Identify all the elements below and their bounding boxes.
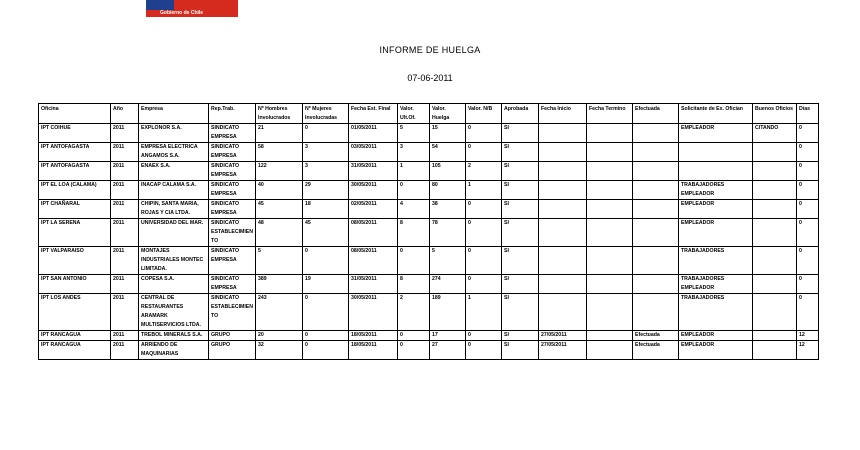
table-cell: 0 — [466, 219, 502, 247]
table-cell: 1 — [466, 181, 502, 200]
table-cell: IPT ANTOFAGASTA — [39, 162, 111, 181]
table-cell: EMPLEADOR — [679, 200, 753, 219]
table-cell — [539, 143, 587, 162]
table-cell — [539, 200, 587, 219]
table-cell: SI — [502, 200, 539, 219]
table-cell — [587, 275, 633, 294]
table-cell: 45 — [256, 200, 303, 219]
table-cell: TRABAJADORES — [679, 294, 753, 331]
table-cell: 78 — [430, 219, 466, 247]
table-cell: 0 — [797, 124, 819, 143]
table-cell: 0 — [303, 331, 349, 341]
table-cell — [753, 181, 797, 200]
table-cell: 0 — [797, 219, 819, 247]
table-cell: SINDICATO EMPRESA — [209, 200, 256, 219]
table-row — [39, 275, 819, 294]
table-cell: 0 — [466, 331, 502, 341]
table-cell: 0 — [398, 331, 430, 341]
table-cell: 2011 — [111, 162, 139, 181]
table-cell: 8 — [398, 219, 430, 247]
table-cell: IPT LA SERENA — [39, 219, 111, 247]
table-cell: MONTAJES INDUSTRIALES MONTEC LIMITADA. — [139, 247, 209, 275]
table-cell: 18 — [303, 200, 349, 219]
table-cell: 5 — [256, 247, 303, 275]
table-cell: SI — [502, 124, 539, 143]
table-cell: 02/05/2011 — [349, 200, 398, 219]
column-header: Año — [111, 104, 139, 124]
table-cell — [633, 143, 679, 162]
table-cell: EMPLEADOR — [679, 341, 753, 360]
table-cell: 0 — [303, 124, 349, 143]
table-cell: SINDICATO EMPRESA — [209, 181, 256, 200]
table-cell — [587, 200, 633, 219]
table-row — [39, 181, 819, 200]
table-cell: 0 — [398, 341, 430, 360]
table-cell: IPT SAN ANTONIO — [39, 275, 111, 294]
table-cell — [539, 181, 587, 200]
table-cell: 2 — [466, 162, 502, 181]
table-cell — [587, 294, 633, 331]
table-cell — [633, 294, 679, 331]
logo-red-block — [174, 0, 238, 10]
table-row — [39, 219, 819, 247]
table-cell: 189 — [430, 294, 466, 331]
table-cell: UNIVERSIDAD DEL MAR. — [139, 219, 209, 247]
table-cell: IPT CHAÑARAL — [39, 200, 111, 219]
column-header: Buenos Oficios — [753, 104, 797, 124]
table-cell: SI — [502, 275, 539, 294]
table-cell: IPT RANCAGUA — [39, 341, 111, 360]
column-header: Valor. Ult.Of. — [398, 104, 430, 124]
logo-caption: Gobierno de Chile — [160, 10, 204, 16]
table-row — [39, 294, 819, 331]
table-cell: 274 — [430, 275, 466, 294]
table-cell: 122 — [256, 162, 303, 181]
table-cell: 2011 — [111, 143, 139, 162]
table-cell — [633, 162, 679, 181]
table-cell: 40 — [256, 181, 303, 200]
table-cell — [753, 219, 797, 247]
table-cell: 8 — [398, 275, 430, 294]
table-cell — [633, 247, 679, 275]
table-cell: 0 — [797, 181, 819, 200]
table-cell: GRUPO — [209, 331, 256, 341]
table-cell: 3 — [398, 143, 430, 162]
table-cell: 19 — [303, 275, 349, 294]
table-cell — [753, 275, 797, 294]
table-cell: 58 — [256, 143, 303, 162]
column-header: Nº Mujeres Involucradas — [303, 104, 349, 124]
strike-report-table — [38, 103, 819, 360]
table-cell: SINDICATO ESTABLECIMIENTO — [209, 294, 256, 331]
table-cell: 3 — [303, 162, 349, 181]
column-header: Rep.Trab. — [209, 104, 256, 124]
logo-blue-block — [146, 0, 174, 10]
table-cell: IPT RANCAGUA — [39, 331, 111, 341]
table-cell — [587, 247, 633, 275]
table-cell: CENTRAL DE RESTAURANTES ARAMARK MULTISERVICIOS LTDA. — [139, 294, 209, 331]
table-cell: 03/05/2011 — [349, 143, 398, 162]
table-cell — [539, 124, 587, 143]
table-cell: 5 — [398, 124, 430, 143]
column-header: Fecha Termino — [587, 104, 633, 124]
table-cell: TREBOL MINERALS S.A. — [139, 331, 209, 341]
table-cell — [753, 341, 797, 360]
table-cell — [587, 219, 633, 247]
table-cell: 31/05/2011 — [349, 275, 398, 294]
gobierno-de-chile-logo — [146, 0, 238, 17]
table-header-row — [39, 104, 819, 124]
table-cell — [633, 275, 679, 294]
table-cell: ARRIENDO DE MAQUINARIAS — [139, 341, 209, 360]
table-cell — [753, 294, 797, 331]
table-cell: 0 — [797, 200, 819, 219]
table-cell — [539, 275, 587, 294]
table-cell — [633, 219, 679, 247]
table-cell: 0 — [466, 124, 502, 143]
column-header: Aprobada — [502, 104, 539, 124]
report-title: INFORME DE HUELGA — [379, 45, 481, 55]
table-cell — [753, 331, 797, 341]
table-cell — [539, 219, 587, 247]
table-cell: SINDICATO EMPRESA — [209, 247, 256, 275]
table-cell: 0 — [797, 275, 819, 294]
table-cell: SINDICATO EMPRESA — [209, 143, 256, 162]
table-cell: 15 — [430, 124, 466, 143]
table-cell: SINDICATO EMPRESA — [209, 275, 256, 294]
table-cell: 29 — [303, 181, 349, 200]
table-cell: 30/05/2011 — [349, 294, 398, 331]
table-cell: ENAEX S.A. — [139, 162, 209, 181]
table-cell: 38 — [430, 200, 466, 219]
table-cell: 0 — [303, 247, 349, 275]
table-cell: 243 — [256, 294, 303, 331]
table-cell: 2011 — [111, 247, 139, 275]
table-row — [39, 200, 819, 219]
table-cell — [539, 247, 587, 275]
table-cell: 1 — [398, 162, 430, 181]
table-cell — [753, 247, 797, 275]
table-cell — [633, 124, 679, 143]
table-cell: 32 — [256, 341, 303, 360]
table-cell: SI — [502, 341, 539, 360]
table-cell: 18/05/2011 — [349, 331, 398, 341]
table-cell: 31/05/2011 — [349, 162, 398, 181]
table-cell: 105 — [430, 162, 466, 181]
table-cell: SI — [502, 331, 539, 341]
table-cell: SI — [502, 143, 539, 162]
table-cell: 45 — [303, 219, 349, 247]
table-cell: 0 — [466, 275, 502, 294]
table-cell — [587, 341, 633, 360]
table-cell: 2011 — [111, 331, 139, 341]
column-header: Fecha Est. Final — [349, 104, 398, 124]
table-cell — [587, 143, 633, 162]
table-cell: 0 — [466, 200, 502, 219]
table-cell: 01/05/2011 — [349, 124, 398, 143]
table-cell: 2 — [398, 294, 430, 331]
table-cell — [587, 124, 633, 143]
table-cell — [753, 200, 797, 219]
table-cell: GRUPO — [209, 341, 256, 360]
table-cell — [587, 331, 633, 341]
table-row — [39, 341, 819, 360]
table-cell: COPESA S.A. — [139, 275, 209, 294]
table-cell: 80 — [430, 181, 466, 200]
table-cell: 48 — [256, 219, 303, 247]
column-header: Fecha Inicio — [539, 104, 587, 124]
table-cell: 0 — [466, 341, 502, 360]
table-cell: EXPLONOR S.A. — [139, 124, 209, 143]
table-cell: IPT LOS ANDES — [39, 294, 111, 331]
table-cell: 27/05/2011 — [539, 341, 587, 360]
table-cell — [679, 162, 753, 181]
table-cell: TRABAJADORES EMPLEADOR — [679, 181, 753, 200]
table-cell: SINDICATO EMPRESA — [209, 162, 256, 181]
column-header: Empresa — [139, 104, 209, 124]
table-cell: 0 — [398, 247, 430, 275]
table-cell: TRABAJADORES EMPLEADOR — [679, 275, 753, 294]
table-cell: EMPLEADOR — [679, 331, 753, 341]
table-row — [39, 247, 819, 275]
table-cell: SINDICATO EMPRESA — [209, 124, 256, 143]
table-row — [39, 331, 819, 341]
table-cell: Efectuada — [633, 341, 679, 360]
table-cell: 21 — [256, 124, 303, 143]
table-cell: CHIPIN, SANTA MARIA, ROJAS Y CIA LTDA. — [139, 200, 209, 219]
table-cell: TRABAJADORES — [679, 247, 753, 275]
report-date: 07-06-2011 — [407, 73, 453, 83]
table-cell: 08/05/2011 — [349, 219, 398, 247]
table-cell: 12 — [797, 341, 819, 360]
column-header: Valor. N/B — [466, 104, 502, 124]
table-cell: 2011 — [111, 124, 139, 143]
column-header: Oficina — [39, 104, 111, 124]
table-cell: IPT EL LOA (CALAMA) — [39, 181, 111, 200]
table-cell: 5 — [430, 247, 466, 275]
table-cell: 12 — [797, 331, 819, 341]
table-cell: Efectuada — [633, 331, 679, 341]
table-cell: IPT COIHUE — [39, 124, 111, 143]
table-cell: 2011 — [111, 275, 139, 294]
column-header: Nº Hombres Involucrados — [256, 104, 303, 124]
column-header: Valor. Huelga — [430, 104, 466, 124]
column-header: Efectuada — [633, 104, 679, 124]
table-cell: 0 — [797, 162, 819, 181]
table-cell: 30/05/2011 — [349, 181, 398, 200]
table-cell: 2011 — [111, 219, 139, 247]
table-cell: SI — [502, 247, 539, 275]
table-cell: 1 — [466, 294, 502, 331]
table-cell: 0 — [303, 294, 349, 331]
table-cell: 0 — [797, 143, 819, 162]
table-cell: 2011 — [111, 181, 139, 200]
table-cell — [539, 294, 587, 331]
table-cell: SI — [502, 219, 539, 247]
table-cell: 0 — [303, 341, 349, 360]
table-row — [39, 143, 819, 162]
table-cell — [587, 162, 633, 181]
table-cell: 18/05/2011 — [349, 341, 398, 360]
table-cell: 3 — [303, 143, 349, 162]
table-cell: 2011 — [111, 294, 139, 331]
table-cell — [679, 143, 753, 162]
table-cell: 0 — [797, 294, 819, 331]
table-cell: EMPRESA ELECTRICA ANGAMOS S.A. — [139, 143, 209, 162]
table-cell: SI — [502, 294, 539, 331]
table-cell: SINDICATO ESTABLECIMIENTO — [209, 219, 256, 247]
table-cell: INACAP CALAMA S.A. — [139, 181, 209, 200]
table-cell: 4 — [398, 200, 430, 219]
table-cell: 2011 — [111, 341, 139, 360]
table-cell — [539, 162, 587, 181]
table-cell — [753, 143, 797, 162]
table-cell: EMPLEADOR — [679, 219, 753, 247]
table-cell: 0 — [398, 181, 430, 200]
table-cell: 17 — [430, 331, 466, 341]
table-cell: 0 — [466, 143, 502, 162]
table-cell: 20 — [256, 331, 303, 341]
table-cell: SI — [502, 162, 539, 181]
column-header: Solicitante de Ex. Ofician — [679, 104, 753, 124]
table-cell: 27 — [430, 341, 466, 360]
table-row — [39, 162, 819, 181]
table-cell: 389 — [256, 275, 303, 294]
table-cell: CITANDO — [753, 124, 797, 143]
table-cell — [587, 181, 633, 200]
table-cell — [633, 200, 679, 219]
table-cell: 0 — [466, 247, 502, 275]
table-cell: 54 — [430, 143, 466, 162]
table-cell — [753, 162, 797, 181]
table-body — [39, 124, 819, 360]
table-cell — [633, 181, 679, 200]
table-cell: EMPLEADOR — [679, 124, 753, 143]
table-cell: 08/05/2011 — [349, 247, 398, 275]
table-cell: 0 — [797, 247, 819, 275]
column-header: Días — [797, 104, 819, 124]
table-cell: 2011 — [111, 200, 139, 219]
table-row — [39, 124, 819, 143]
table-cell: SI — [502, 181, 539, 200]
table-cell: IPT ANTOFAGASTA — [39, 143, 111, 162]
table-cell: IPT VALPARAISO — [39, 247, 111, 275]
table-cell: 27/05/2011 — [539, 331, 587, 341]
